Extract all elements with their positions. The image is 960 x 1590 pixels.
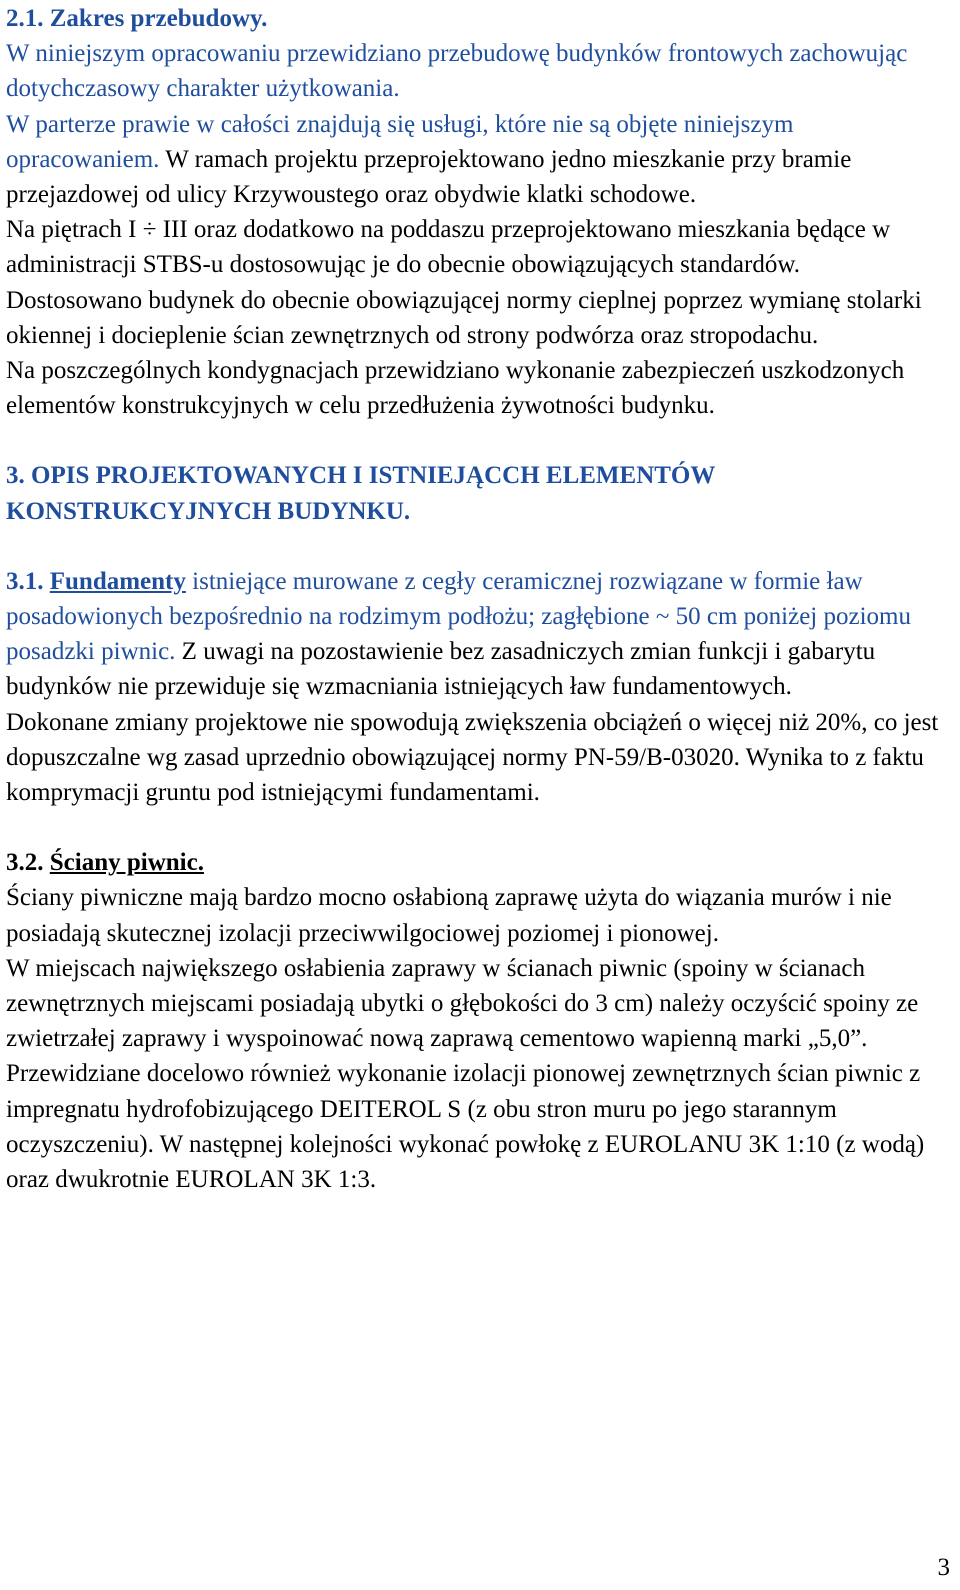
paragraph: Ściany piwniczne mają bardzo mocno osłabioną zaprawę użyta do wiązania murów i nie posiadają skutecznej izolacji przeciwwilgociowej poziomej i pionowej. [6,884,892,947]
section-number: 3.2. [6,849,44,877]
paragraph-text: W ramach projektu przeprojektowano jedno mieszkanie przy bramie przejazdowej od ulicy Krzywoustego oraz obydwie klatki schodowe. [6,145,852,209]
paragraph: Przewidziane docelowo również wykonanie izolacji pionowej zewnętrznych ścian piwnic z impregnatu hydrofobizującego DEITEROL S (z obu stron muru po jego starannym oczyszczeniu). W następnej kolejności wykonać powłokę z EUROLANU 3K 1:10 (z wodą) oraz dwukrotnie EUROLAN 3K 1:3. [6,1060,925,1194]
paragraph: Dostosowano budynek do obecnie obowiązującej normy cieplnej poprzez wymianę stolarki okiennej i docieplenie ścian zewnętrznych od strony podwórza oraz stropodachu. [6,286,922,349]
paragraph-text: istniejące murowane z cegły ceramicznej rozwiązane w formie ław posadowionych bezpośrednio na rodzimym podłożu; zagłębione ~ 50 cm poniżej poziomu posadzki piwnic. [6,567,911,666]
document-page [6,1,950,1197]
paragraph-text: Z uwagi na pozostawienie bez zasadniczych zmian funkcji i gabarytu budynków nie przewiduje się wzmacniania istniejących ław fundamentowych. [6,638,876,701]
paragraph: W niniejszym opracowaniu przewidziano przebudowę budynków frontowych zachowując dotychczasowy charakter użytkowania. [6,40,908,103]
section-title: Fundamenty [49,567,186,595]
paragraph: W miejscach największego osłabienia zaprawy w ścianach piwnic (spoiny w ścianach zewnętrznych miejscami posiadają ubytki o głębokości do 3 cm) należy oczyścić spoiny ze zwietrzałej zaprawy i wyspoinować nową zaprawą cementowo wapienną marki „5,0”. [6,954,919,1053]
section-number: 3.1. [6,567,44,595]
spacer [6,423,950,458]
section-title: Ściany piwnic. [49,849,204,877]
section-2-1-heading [6,1,950,36]
spacer [6,810,950,845]
paragraph-text: W parterze prawie w całości znajdują się usługi, które nie są objęte niniejszym opracowaniem. [6,110,794,173]
section-title: Zakres przebudowy. [49,5,268,32]
paragraph: Na poszczególnych kondygnacjach przewidziano wykonanie zabezpieczeń uszkodzonych elementów konstrukcyjnych w celu przedłużenia żywotności budynku. [6,357,905,420]
spacer [6,529,950,564]
paragraph: Dokonane zmiany projektowe nie spowodują zwiększenia obciążeń o więcej niż 20%, co jest dopuszczalne wg zasad uprzednio obowiązującej normy PN-59/B-03020. Wynika to z faktu komprymacji gruntu pod istniejącymi fundamentami. [6,708,939,807]
paragraph [6,564,950,705]
paragraph: Na piętrach I ÷ III oraz dodatkowo na poddaszu przeprojektowano mieszkania będące w administracji STBS-u dostosowując je do obecnie obowiązujących standardów. [6,216,891,279]
paragraph [6,107,950,213]
section-number: 2.1. [6,5,44,32]
section-3-heading: 3. OPIS PROJEKTOWANYCH I ISTNIEJĄCCH ELEMENTÓW KONSTRUKCYJNYCH BUDYNKU. [6,462,715,525]
page-number: 3 [937,1554,950,1581]
section-3-2-heading [6,845,950,880]
